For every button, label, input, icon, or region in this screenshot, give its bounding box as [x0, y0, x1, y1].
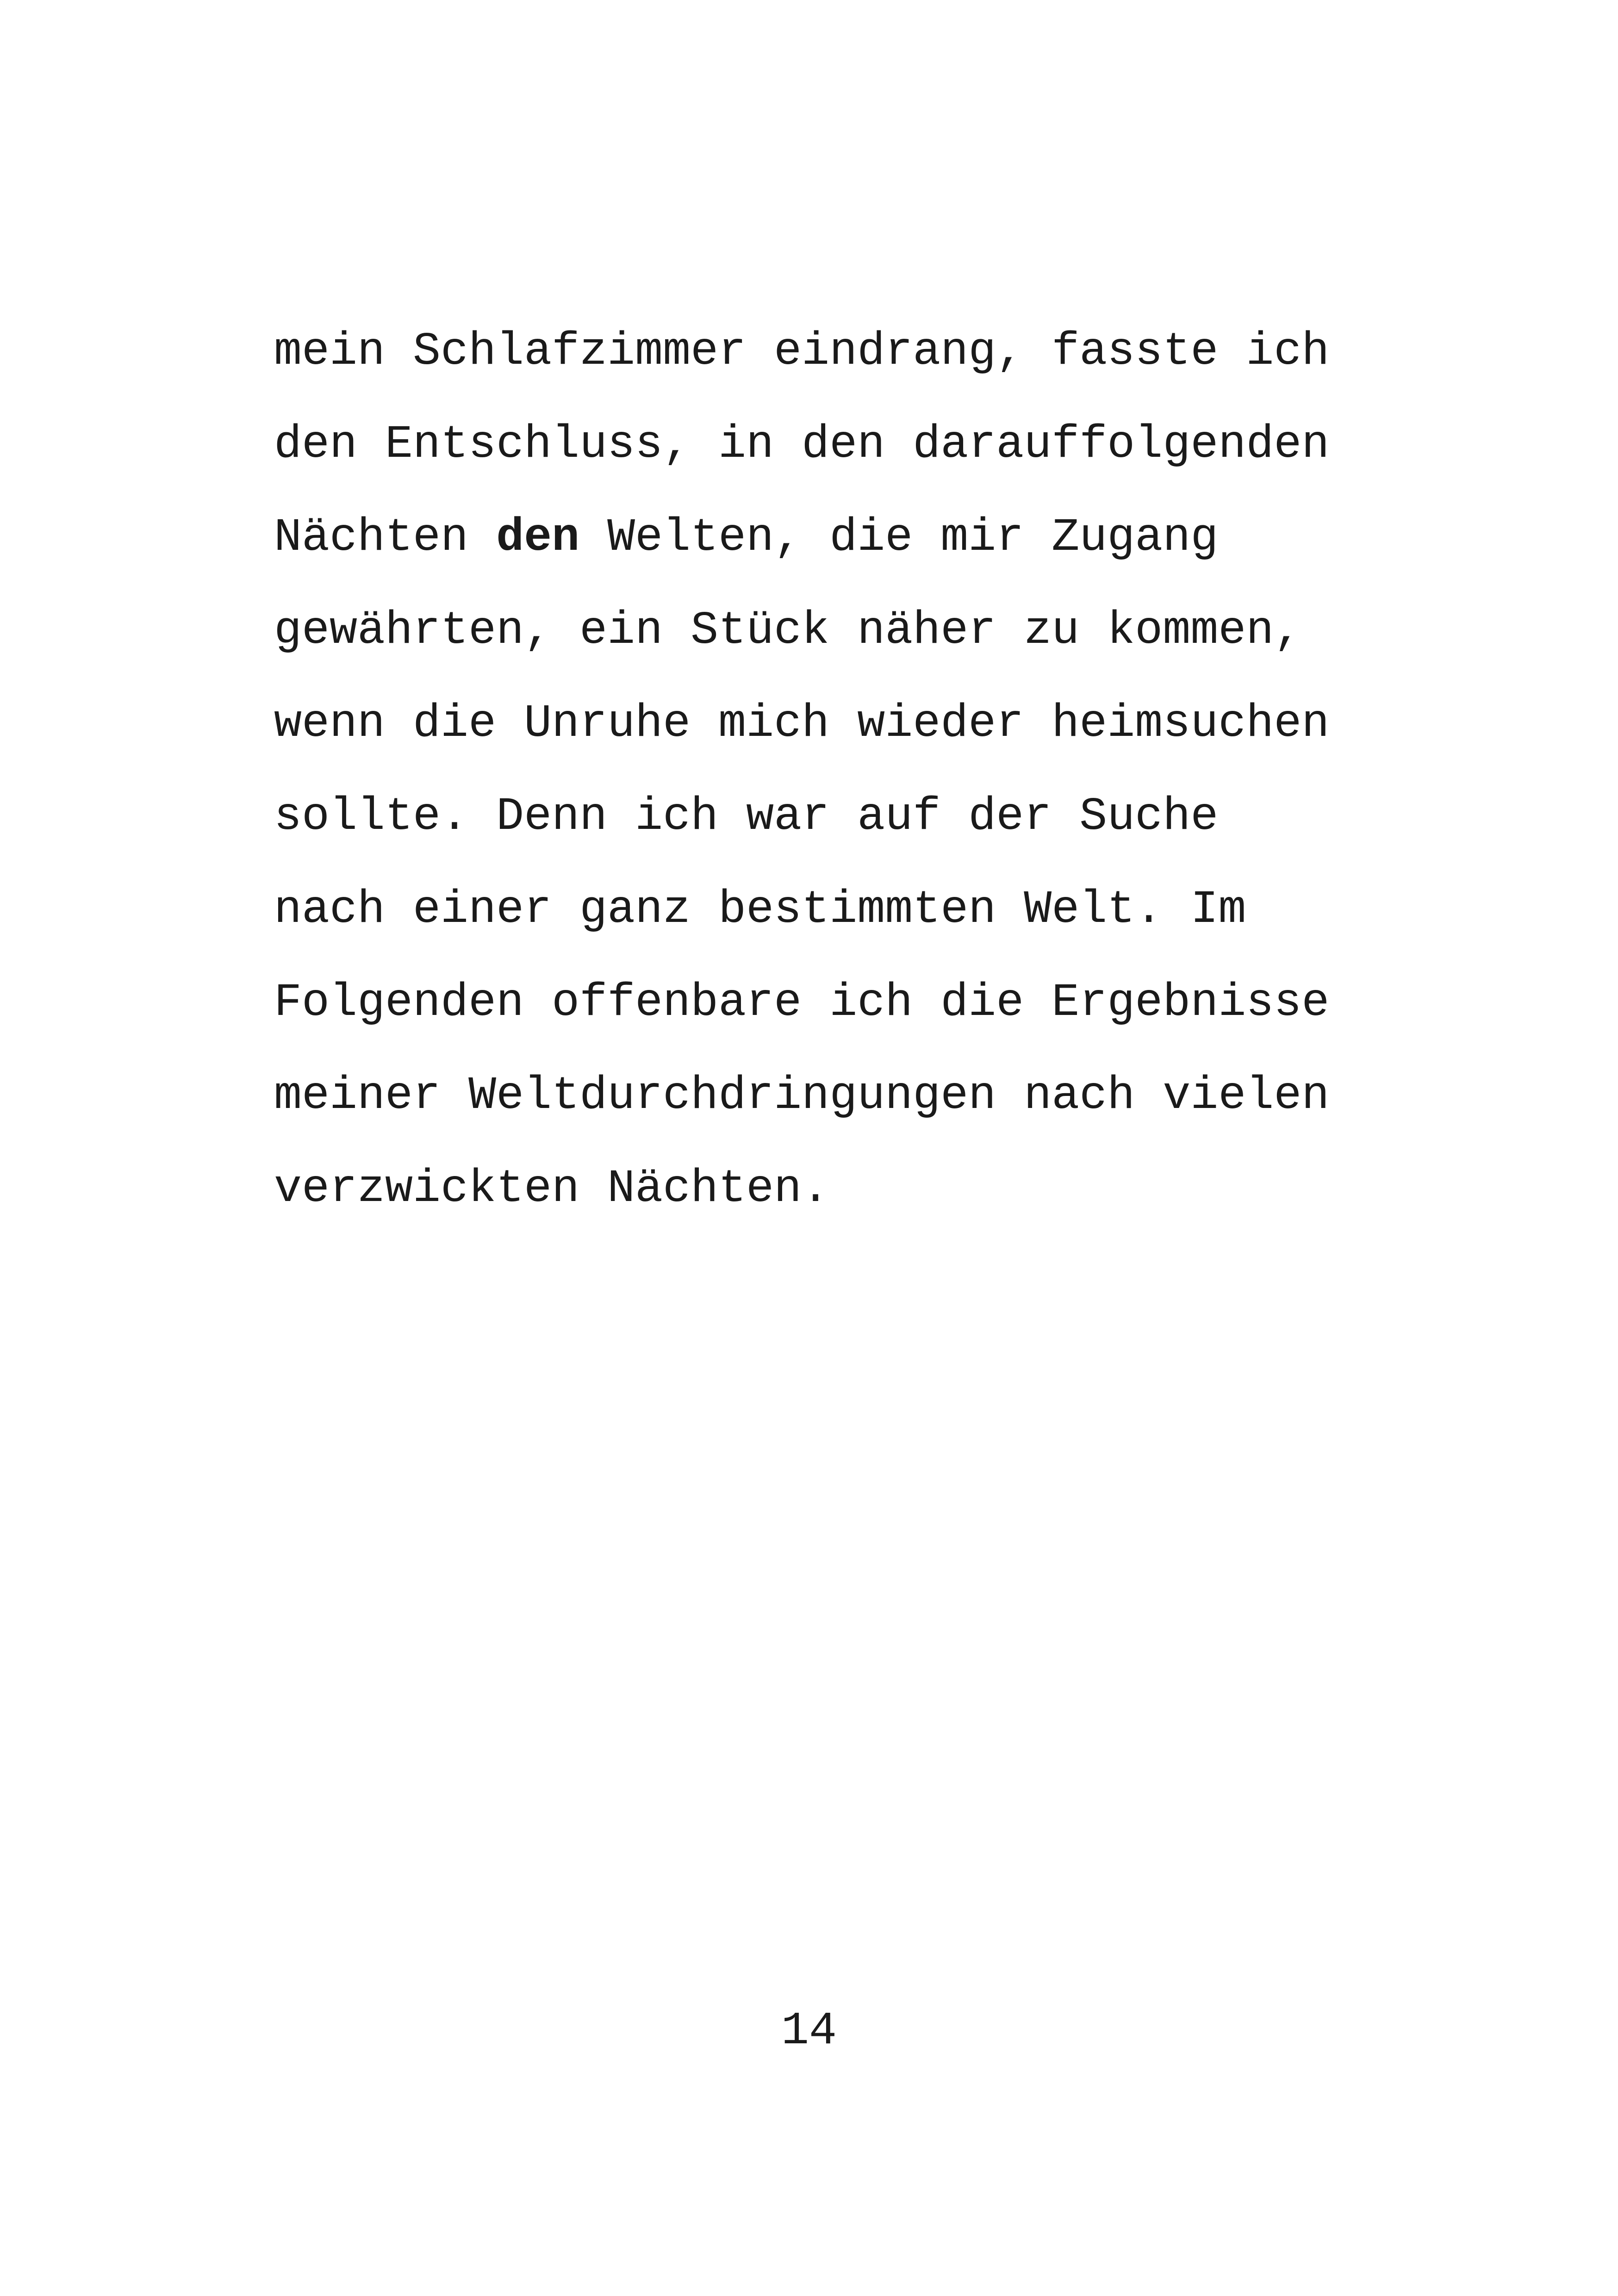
text-line-9: meiner Weltdurchdringungen nach vielen [274, 1070, 1330, 1122]
page-number: 14 [781, 2005, 837, 2058]
text-line-3-start: Nächten [274, 512, 497, 564]
text-line-6: sollte. Denn ich war auf der Suche [274, 791, 1219, 843]
text-line-3-end: Welten, die mir Zugang [579, 512, 1219, 564]
bold-word: den [496, 512, 580, 564]
text-line-7: nach einer ganz bestimmten Welt. Im [274, 884, 1246, 936]
text-line-3 [274, 492, 1385, 585]
text-line-5: wenn die Unruhe mich wieder heimsuchen [274, 698, 1330, 750]
text-line-4: gewährten, ein Stück näher zu kommen, [274, 605, 1302, 657]
text-line-1: mein Schlafzimmer eindrang, fasste ich [274, 326, 1330, 378]
text-line-10: verzwickten Nächten. [274, 1163, 830, 1215]
text-line-2: den Entschluss, in den darauffolgenden [274, 419, 1330, 471]
text-line-8: Folgenden offenbare ich die Ergebnisse [274, 977, 1330, 1029]
body-text [274, 305, 1385, 1236]
